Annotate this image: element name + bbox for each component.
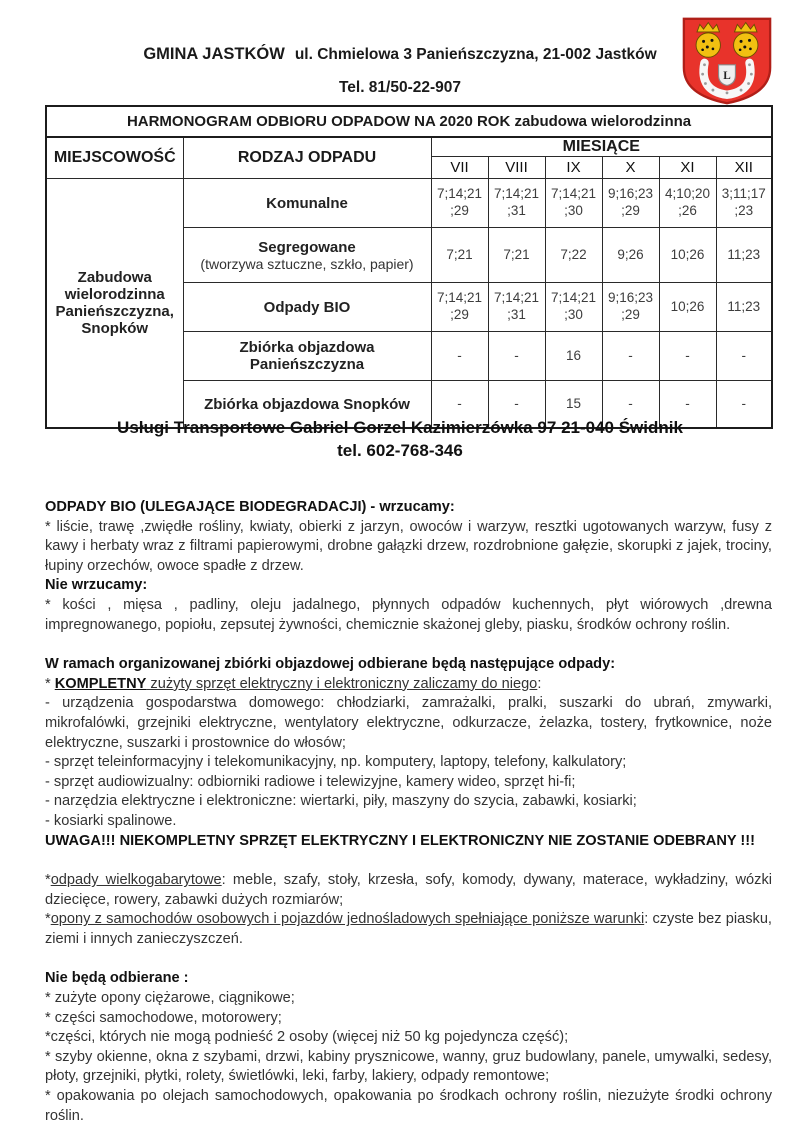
paragraph [45,1087,772,1126]
schedule-cell: 9;16;23;29 [602,283,659,332]
waste-type-cell [183,228,431,283]
org-address: ul. Chmielowa 3 Panieńszczyzna, 21-002 Jastków [294,46,657,63]
month-header-ix: IX [545,157,602,179]
paragraph [45,675,772,695]
schedule-cell: 7;14;21;30 [545,179,602,228]
paragraph [45,1048,772,1087]
schedule-cell: 10;26 [659,228,716,283]
contractor-info [0,416,800,462]
text-section [45,969,772,1126]
schedule-cell: 9;16;23;29 [602,179,659,228]
text-run: W ramach organizowanej zbiórki objazdowej odbierane będą następujące odpady: [45,656,616,673]
org-phone: Tel. 81/50-22-907 [338,78,462,96]
waste-type-subtitle: (tworzywa sztuczne, szkło, papier) [200,255,414,272]
text-run: * [45,911,51,928]
text-run: UWAGA!!! NIEKOMPLETNY SPRZĘT ELEKTRYCZNY I ELEKTRONICZNY NIE ZOSTANIE ODEBRANY !!! [45,832,755,849]
schedule-table [45,105,773,429]
schedule-cell: 15 [545,381,602,429]
paragraph [45,792,772,812]
paragraph [45,753,772,773]
schedule-cell: 10;26 [659,283,716,332]
text-run: - urządzenia gospodarstwa domowego: chłodziarki, zamrażalki, pralki, suszarki do ubrań, zmywarki, mikrofalówki, grzejniki elektryczne, wentylatory elektryczne, odkurzacze, żelazka, tostery, frytkownice, noże elektryczne, suszarki i prostownice do włosów; [45,695,772,751]
schedule-cell: 7;14;21;31 [488,283,545,332]
column-header-location: MIEJSCOWOŚĆ [46,137,183,179]
column-header-waste-type: RODZAJ ODPADU [183,137,431,179]
text-run: - sprzęt teleinformacyjny i telekomunikacyjny, np. komputery, laptopy, telefony, kalkulatory; [45,754,627,771]
text-run: * szyby okienne, okna z szybami, drzwi, kabiny prysznicowe, wanny, gruz budowlany, panele, umywalki, sedesy, płoty, grzejniki, płytki, rolety, świetlówki, leki, farby, lakiery, odpady remontowe; [45,1048,772,1085]
paragraph [45,969,772,989]
waste-type-name: Segregowane [258,238,356,256]
text-run: : meble, szafy, stoły, krzesła, sofy, komody, dywany, materace, wykładziny, wózki dziecięce, rowery, zabawki dużych rozmiarów; [45,872,772,908]
paragraph [45,871,772,910]
schedule-cell: 7;14;21;31 [488,179,545,228]
paragraph [45,832,772,852]
schedule-cell: 7;21 [488,228,545,283]
text-section [45,498,772,635]
schedule-cell: - [716,332,772,381]
schedule-cell: - [431,332,488,381]
paragraph [45,910,772,949]
schedule-cell: 11;23 [716,228,772,283]
paragraph [45,989,772,1009]
text-run: * opakowania po olejach samochodowych, opakowania po środkach ochrony roślin, niezużyte środki ochrony roślin. [45,1088,772,1124]
schedule-cell: 16 [545,332,602,381]
paragraph [45,596,772,635]
text-run: : [537,675,542,692]
paragraph [45,773,772,793]
schedule-cell: 7;22 [545,228,602,283]
schedule-cell: - [602,332,659,381]
month-header-xi: XI [659,157,716,179]
contractor-phone: tel. 602-768-346 [337,441,463,460]
paragraph [45,1028,772,1048]
schedule-cell: 7;21 [431,228,488,283]
month-header-vii: VII [431,157,488,179]
text-run: KOMPLETNY [54,675,147,692]
month-header-xii: XII [716,157,772,179]
schedule-cell: - [602,381,659,429]
schedule-cell: 7;14;21;29 [431,179,488,228]
schedule-cell: 9;26 [602,228,659,283]
body-text [45,498,772,1131]
table-title: HARMONOGRAM ODBIORU ODPADOW NA 2020 ROK zabudowa wielorodzinna [46,106,772,137]
text-run: opony z samochodów osobowych i pojazdów jednośladowych spełniające poniższe warunki [50,911,645,928]
month-header-x: X [602,157,659,179]
schedule-cell: - [659,381,716,429]
text-run: zużyty sprzęt elektryczny i elektroniczny zaliczamy do niego [146,675,538,692]
crest-letter: L [723,69,731,82]
waste-type-cell: Zbiórka objazdowa Panieńszczyzna [183,332,431,381]
coat-of-arms [680,16,774,106]
location-cell: Zabudowa wielorodzinna Panieńszczyzna, Snopków [46,179,183,429]
schedule-cell: 3;11;17;23 [716,179,772,228]
paragraph [45,518,772,577]
column-header-months: MIESIĄCE [431,137,772,157]
org-name: GMINA JASTKÓW [143,45,285,63]
schedule-cell: 4;10;20;26 [659,179,716,228]
text-run: Nie wrzucamy: [45,577,148,594]
coat-of-arms-graphic [680,16,774,106]
text-run: Nie będą odbierane : [45,970,189,987]
schedule-cell: - [488,332,545,381]
schedule-cell: - [488,381,545,429]
waste-type-cell: Zbiórka objazdowa Snopków [183,381,431,429]
schedule-cell: 11;23 [716,283,772,332]
paragraph [45,1009,772,1029]
text-run: * zużyte opony ciężarowe, ciągnikowe; [45,990,295,1007]
text-run: * części samochodowe, motorowery; [45,1009,282,1026]
text-run: - kosiarki spalinowe. [45,812,177,829]
text-run: * kości , mięsa , padliny, oleju jadalnego, płynnych odpadów kuchennych, płyt wiórowych ,drewna impregnowanego, popiołu, zepsutej żywności, chemicznie skażonej gleby, piasku, środków ochrony roślin. [45,596,772,633]
contractor-name-address: Usługi Transportowe Gabriel Gorzel Kazimierzówka 97 21-040 Świdnik [117,418,683,437]
text-run: *części, których nie mogą podnieść 2 osoby (więcej niż 50 kg pojedyncza część); [45,1029,569,1046]
month-header-viii: VIII [488,157,545,179]
text-run: * [45,872,51,889]
text-section [45,871,772,949]
waste-type-cell: Komunalne [183,179,431,228]
schedule-cell: 7;14;21;29 [431,283,488,332]
schedule-cell: 7;14;21;30 [545,283,602,332]
paragraph [45,655,772,675]
paragraph [45,498,772,518]
text-run: : czyste bez piasku, ziemi i innych zanieczyszczeń. [45,911,772,947]
paragraph [45,694,772,753]
text-run: * liście, trawę ,zwiędłe rośliny, kwiaty, obierki z jarzyn, owoców i warzyw, resztki ugotowanych warzyw, fusy z kawy i herbaty wraz z filtrami papierowymi, drobne gałązki drzew, rozdrobnione gałęzie, skorupki z jajek, trociny, łupiny orzechów, owoce spadłe z drzew. [45,518,772,574]
text-run: odpady wielkogabarytowe [50,872,222,889]
paragraph [45,812,772,832]
text-run: ODPADY BIO (ULEGAJĄCE BIODEGRADACJI) - wrzucamy: [45,499,455,515]
text-run: - sprzęt audiowizualny: odbiorniki radiowe i telewizyjne, kamery wideo, sprzęt hi-fi; [45,773,576,790]
text-section [45,655,772,851]
schedule-cell: - [659,332,716,381]
text-run: - narzędzia elektryczne i elektroniczne: wiertarki, piły, maszyny do szycia, zabawki, kosiarki; [45,793,637,810]
text-run: * [45,675,55,692]
paragraph [45,576,772,596]
table-row [46,179,772,228]
waste-type-cell: Odpady BIO [183,283,431,332]
schedule-cell: - [431,381,488,429]
schedule-cell: - [716,381,772,429]
